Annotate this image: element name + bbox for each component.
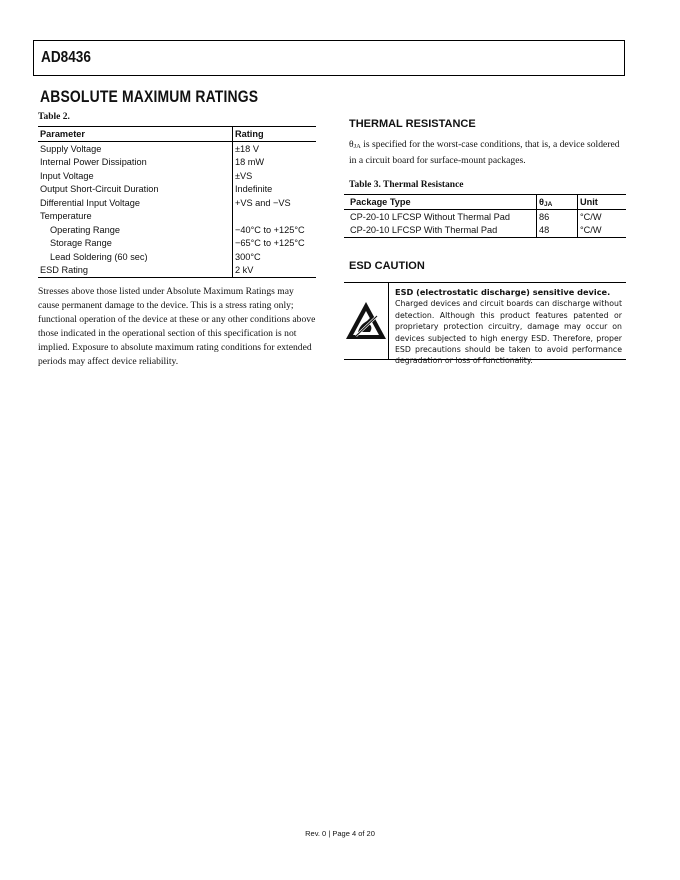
esd-body: Charged devices and circuit boards can discharge without detection. Although this product features patented or proprietary protection circuitry, damage may occur on devices subjected to high energy ESD. Therefore, proper ESD precautions should be taken to avoid performance degradation or loss of functionality. bbox=[395, 299, 622, 366]
param-cell: ESD Rating bbox=[38, 264, 233, 278]
page-footer: Rev. 0 | Page 4 of 20 bbox=[305, 829, 375, 838]
rating-cell: +VS and −VS bbox=[233, 196, 317, 210]
package-cell: CP-20-10 LFCSP With Thermal Pad bbox=[344, 224, 537, 238]
table-row bbox=[38, 237, 316, 251]
theta-cell: 86 bbox=[537, 210, 578, 224]
param-cell: Input Voltage bbox=[40, 170, 94, 181]
stress-paragraph: Stresses above those listed under Absolute Maximum Ratings may cause permanent damage to the device. This is a stress rating only; functional operation of the device at these or any other conditions above those indicated in the operational section of this specification is not implied. Exposure to absolute maximum rating conditions for extended periods may affect device reliability. bbox=[38, 286, 316, 367]
right-column bbox=[344, 118, 626, 366]
param-cell: Operating Range bbox=[50, 224, 120, 235]
param-cell: Differential Input Voltage bbox=[40, 197, 140, 208]
unit-cell: °C/W bbox=[578, 210, 627, 224]
table-row bbox=[38, 196, 316, 210]
param-cell: Storage Range bbox=[50, 238, 112, 249]
param-cell: Temperature bbox=[40, 211, 92, 222]
page-title: ABSOLUTE MAXIMUM RATINGS bbox=[40, 87, 259, 106]
theta-cell: 48 bbox=[537, 224, 578, 238]
thermal-paragraph bbox=[349, 138, 626, 168]
table-row bbox=[38, 183, 316, 197]
param-cell: Lead Soldering (60 sec) bbox=[50, 251, 148, 262]
table-row bbox=[344, 210, 626, 224]
table-row bbox=[344, 224, 626, 238]
theta-symbol: θ bbox=[349, 139, 354, 150]
table-row bbox=[38, 264, 316, 278]
rating-cell bbox=[233, 210, 317, 224]
table-row bbox=[38, 250, 316, 264]
table-row bbox=[38, 169, 316, 183]
rating-cell: 300°C bbox=[233, 250, 317, 264]
thermal-paragraph-text: is specified for the worst-case conditions, that is, a device soldered in a circuit board for surface-mount packages. bbox=[349, 139, 620, 166]
table-row bbox=[38, 210, 316, 224]
col-header-parameter: Parameter bbox=[38, 127, 233, 142]
param-cell: Internal Power Dissipation bbox=[40, 157, 147, 168]
table3-caption: Table 3. Thermal Resistance bbox=[349, 180, 464, 190]
rating-cell: 2 kV bbox=[233, 264, 317, 278]
esd-caution-box bbox=[344, 282, 626, 366]
unit-cell: °C/W bbox=[578, 224, 627, 238]
thermal-resistance-table bbox=[344, 194, 626, 238]
theta-subscript: JA bbox=[353, 143, 361, 150]
esd-text bbox=[389, 283, 626, 366]
col-header-unit: Unit bbox=[578, 195, 627, 210]
esd-heading: ESD CAUTION bbox=[349, 260, 425, 272]
package-cell: CP-20-10 LFCSP Without Thermal Pad bbox=[350, 211, 511, 222]
rating-cell: −65°C to +125°C bbox=[233, 237, 317, 251]
col-header-theta bbox=[537, 195, 578, 210]
abs-max-ratings-table bbox=[38, 126, 316, 278]
rating-cell: −40°C to +125°C bbox=[233, 223, 317, 237]
left-column bbox=[38, 112, 316, 369]
param-cell: Supply Voltage bbox=[40, 143, 102, 154]
col-header-rating: Rating bbox=[233, 127, 317, 142]
thermal-heading: THERMAL RESISTANCE bbox=[349, 118, 476, 130]
table-row bbox=[38, 223, 316, 237]
col-header-package: Package Type bbox=[344, 195, 537, 210]
part-number: AD8436 bbox=[41, 49, 91, 66]
esd-warning-icon bbox=[344, 299, 388, 343]
rating-cell: ±VS bbox=[233, 169, 317, 183]
table-row bbox=[38, 142, 316, 156]
param-cell: Output Short-Circuit Duration bbox=[40, 184, 159, 195]
esd-icon-cell bbox=[344, 283, 389, 359]
table2-caption: Table 2. bbox=[38, 112, 70, 122]
header-box bbox=[33, 40, 625, 76]
rating-cell: 18 mW bbox=[233, 156, 317, 170]
rating-cell: ±18 V bbox=[233, 142, 317, 156]
theta-col-symbol: θ bbox=[539, 196, 544, 207]
table-row bbox=[38, 156, 316, 170]
rating-cell: Indefinite bbox=[233, 183, 317, 197]
theta-col-subscript: JA bbox=[543, 200, 553, 208]
esd-bold-line: ESD (electrostatic discharge) sensitive device. bbox=[395, 287, 611, 297]
